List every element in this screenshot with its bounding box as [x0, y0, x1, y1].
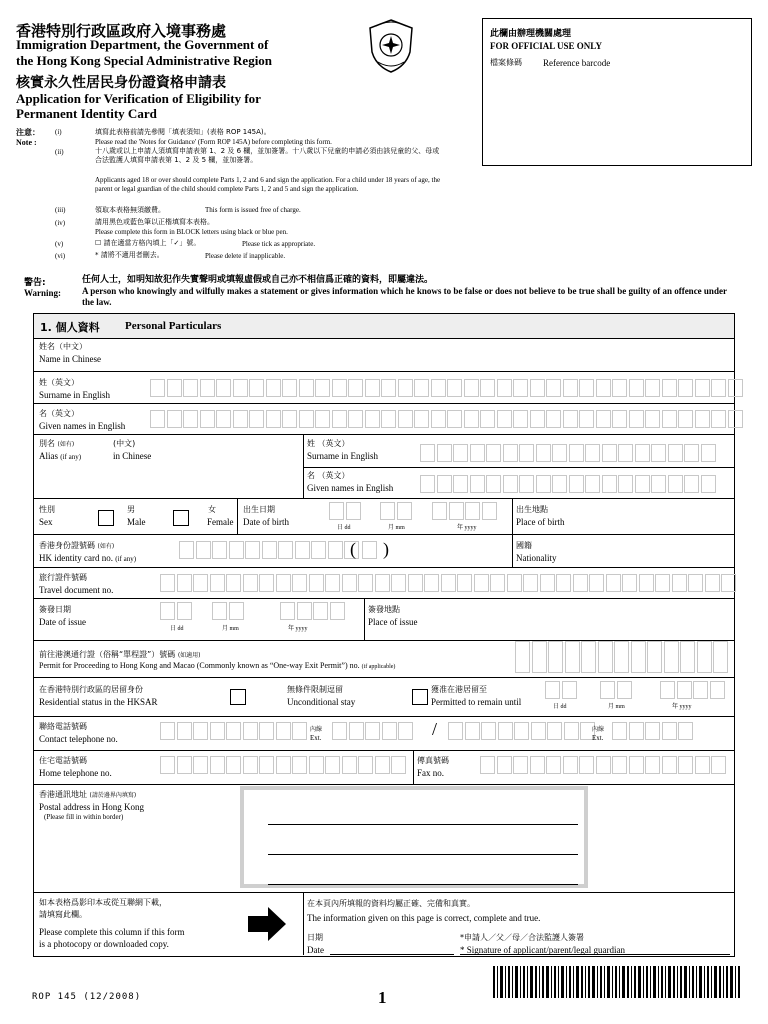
- note-text-en-6: Please delete if inapplicable.: [205, 252, 286, 260]
- alias-chinese-label-en: in Chinese: [113, 451, 152, 461]
- fax-input[interactable]: [480, 756, 728, 774]
- note-text-en-5: Please tick as appropriate.: [242, 240, 316, 248]
- remain-yyyy-caption: 年 yyyy: [672, 703, 692, 710]
- note-num-4: (iv): [55, 219, 66, 227]
- photocopy-note-zh-1: 如本表格爲影印本或從互聯網下載，: [39, 898, 167, 907]
- signature-label-en: * Signature of applicant/parent/legal guardian: [460, 945, 625, 955]
- dob-day-input[interactable]: [329, 502, 362, 520]
- alias-chinese-input[interactable]: [170, 440, 298, 492]
- note-label-en: Note :: [16, 138, 37, 147]
- form-code: ROP 145 (12/2008): [32, 992, 142, 1002]
- unconditional-label-zh: 無條件限制逗留: [287, 685, 343, 694]
- note-text-en-4: Please complete this form in BLOCK letters using black or blue pen.: [95, 228, 288, 236]
- form-title-zh: 核實永久性居民身份證資格申請表: [16, 75, 226, 91]
- contact-tel-label-en: Contact telephone no.: [39, 734, 118, 744]
- alias-surname-label-zh: 姓 （英文）: [307, 439, 350, 448]
- signature-label-zh: *申請人／父／母／合法監護人簽署: [460, 933, 584, 942]
- pob-label-zh: 出生地點: [516, 505, 548, 514]
- note-text-zh-1: 填寫此表格前請先參閱「填表須知」(表格 ROP 145A)。: [95, 128, 271, 136]
- residential-label-en: Residential status in the HKSAR: [39, 697, 158, 707]
- travel-doc-input[interactable]: [160, 574, 738, 592]
- pob-label-en: Place of birth: [516, 517, 565, 527]
- home-tel-input[interactable]: [160, 756, 408, 774]
- reference-barcode-label-zh: 檔案條碼: [490, 58, 522, 67]
- declaration-en: The information given on this page is correct, complete and true.: [307, 913, 541, 923]
- permit-label-en: Permit for Proceeding to Hong Kong and Macao (Commonly known as “One-way Exit Permit”) no. (if applicable): [39, 661, 396, 670]
- dob-yyyy-caption: 年 yyyy: [457, 524, 477, 531]
- sex-female-checkbox[interactable]: [173, 510, 189, 526]
- contact-ext-input[interactable]: [332, 722, 415, 740]
- permitted-remain-label-en: Permitted to remain until: [431, 697, 522, 707]
- postal-label-zh: 香港通訊地址 (請於邊界內填寫): [39, 790, 137, 799]
- sex-male-checkbox[interactable]: [98, 510, 114, 526]
- photocopy-note-zh-2: 請填寫此欄。: [39, 910, 87, 919]
- note-text-en-3: This form is issued free of charge.: [205, 206, 301, 214]
- note-num-5: (v): [55, 240, 64, 248]
- alias-given-label-en: Given names in English: [307, 483, 394, 493]
- date-label-zh: 日期: [307, 933, 323, 942]
- note-text-zh-2: 十八歲或以上申請人須填寫申請表第 1、2 及 6 欄，並加簽署。十八歲以下兒童的申請必須由該兒童的父、母或合法監護人填寫申請表第 1、2 及 5 欄，並加簽署。: [95, 147, 440, 164]
- name-chinese-input[interactable]: [150, 342, 725, 366]
- doi-month-input[interactable]: [212, 602, 245, 620]
- hkid-label-zh: 香港身份證號碼 (如有): [39, 541, 115, 550]
- photocopy-note-en-1: Please complete this column if this form: [39, 927, 185, 937]
- residential-hksar-checkbox[interactable]: [230, 689, 246, 705]
- remain-month-input[interactable]: [600, 681, 633, 699]
- permit-input[interactable]: [515, 641, 730, 673]
- barcode-icon: [493, 966, 743, 998]
- photocopy-note-en-2: is a photocopy or downloaded copy.: [39, 939, 169, 949]
- residential-label-zh: 在香港特別行政區的居留身份: [39, 685, 143, 694]
- section1-title-zh: 1. 個人資料: [40, 321, 100, 334]
- doi-mm-caption: 月 mm: [222, 625, 239, 632]
- dept-name-en-2: the Hong Kong Special Administrative Region: [16, 53, 273, 68]
- sex-male-label-en: Male: [127, 517, 146, 527]
- contact-ext-2-label-en: Ext.: [592, 734, 604, 742]
- alias-chinese-label-zh: (中文): [113, 439, 136, 448]
- fax-label-zh: 傳真號碼: [417, 756, 449, 765]
- permitted-remain-label-zh: 獲准在港居留至: [431, 685, 487, 694]
- warning-label-zh: 警告:: [24, 278, 46, 288]
- contact-ext-label-zh: 內線: [310, 726, 323, 733]
- hkid-check-digit-input[interactable]: [362, 541, 379, 559]
- contact-tel-label-zh: 聯絡電話號碼: [39, 722, 87, 731]
- note-num-6: (vi): [55, 252, 66, 260]
- note-text-en-2: Applicants aged 18 or over should complete Parts 1, 2 and 6 and sign the application. For a child under 18 years of age, the parent or legal guardian of the child should complete Parts 1, 2 and 5 and sign the application.: [95, 176, 441, 193]
- sex-label-en: Sex: [39, 517, 53, 527]
- note-text-en-1: Please read the 'Notes for Guidance' (Form ROP 145A) before completing this form.: [95, 138, 332, 146]
- dob-label-zh: 出生日期: [243, 505, 275, 514]
- note-num-3: (iii): [55, 206, 66, 214]
- note-text-zh-5: ☐ 請在適當方格內填上「✓」號。: [95, 239, 201, 247]
- travel-doc-label-en: Travel document no.: [39, 585, 114, 595]
- surname-input[interactable]: [150, 379, 744, 397]
- date-input[interactable]: [330, 930, 454, 954]
- form-title-en-1: Application for Verification of Eligibility for: [16, 91, 261, 106]
- alias-surname-label-en: Surname in English: [307, 451, 378, 461]
- dept-name-zh: 香港特別行政區政府入境事務處: [16, 22, 227, 40]
- official-use-title-en: FOR OFFICIAL USE ONLY: [490, 41, 602, 51]
- postal-note-en: (Please fill in within border): [44, 813, 124, 821]
- poi-label-en: Place of issue: [368, 617, 418, 627]
- permit-label-zh: 前往港澳通行證（俗稱“單程證”）號碼 (如適用): [39, 650, 201, 659]
- doi-label-en: Date of issue: [39, 617, 86, 627]
- remain-day-input[interactable]: [545, 681, 578, 699]
- surname-label-zh: 姓（英文）: [39, 378, 79, 387]
- contact-tel-input[interactable]: [160, 722, 309, 740]
- note-text-zh-4: 請用黑色或藍色筆以正楷填寫本表格。: [95, 218, 214, 226]
- sex-label-zh: 性別: [39, 505, 55, 514]
- alias-label-en: Alias (if any): [39, 451, 82, 461]
- contact-ext-2-input[interactable]: [612, 722, 695, 740]
- warning-text-zh: 任何人士，如明知故犯作失實聲明或填報虛假或自己亦不相信爲正確的資料，即屬違法。: [82, 275, 434, 285]
- doi-day-input[interactable]: [160, 602, 193, 620]
- note-num-1: (i): [55, 128, 62, 136]
- warning-label-en: Warning:: [24, 288, 62, 298]
- arrow-right-icon: [246, 905, 288, 943]
- permitted-remain-checkbox[interactable]: [412, 689, 428, 705]
- alias-surname-input[interactable]: [420, 444, 717, 462]
- nationality-input[interactable]: [580, 540, 728, 564]
- poi-input[interactable]: [430, 602, 728, 636]
- alias-given-label-zh: 名 （英文）: [307, 471, 350, 480]
- poi-label-zh: 簽發地點: [368, 605, 400, 614]
- doi-year-input[interactable]: [280, 602, 346, 620]
- official-use-title-zh: 此欄由辦理機關處理: [490, 29, 572, 39]
- dob-month-input[interactable]: [380, 502, 413, 520]
- hksar-emblem-icon: [366, 18, 416, 74]
- name-chinese-label-zh: 姓名（中文）: [39, 342, 87, 351]
- hkid-check-open: (: [350, 539, 356, 559]
- dob-dd-caption: 日 dd: [337, 524, 351, 531]
- fax-label-en: Fax no.: [417, 768, 444, 778]
- page-number: 1: [378, 988, 387, 1007]
- remain-dd-caption: 日 dd: [553, 703, 567, 710]
- contact-ext-2-label-zh: 內線: [592, 726, 605, 733]
- hkid-check-close: ): [383, 539, 389, 559]
- sex-male-label-zh: 男: [127, 505, 135, 514]
- note-text-zh-6: * 請將不適用者刪去。: [95, 251, 164, 259]
- hkid-label-en: HK identity card no. (if any): [39, 553, 137, 563]
- date-label-en: Date: [307, 945, 324, 955]
- hkid-input[interactable]: [179, 541, 361, 559]
- doi-yyyy-caption: 年 yyyy: [288, 625, 308, 632]
- contact-ext-label-en: Ext.: [310, 734, 322, 742]
- alias-given-input[interactable]: [420, 475, 717, 493]
- contact-tel-2-input[interactable]: [448, 722, 597, 740]
- given-names-label-en: Given names in English: [39, 421, 126, 431]
- sex-female-label-zh: 女: [208, 505, 216, 514]
- postal-address-border[interactable]: [240, 786, 588, 888]
- surname-label-en: Surname in English: [39, 390, 110, 400]
- name-chinese-label-en: Name in Chinese: [39, 354, 101, 364]
- note-num-2: (ii): [55, 148, 64, 156]
- section1-title-en: Personal Particulars: [125, 320, 222, 332]
- sex-female-label-en: Female: [207, 517, 234, 527]
- dept-name-en-1: Immigration Department, the Government of: [16, 37, 269, 52]
- home-tel-label-zh: 住宅電話號碼: [39, 756, 87, 765]
- note-text-zh-3: 領取本表格無須繳費。: [95, 206, 165, 214]
- form-title-en-2: Permanent Identity Card: [16, 106, 157, 121]
- remain-year-input[interactable]: [660, 681, 726, 699]
- given-names-input[interactable]: [150, 410, 744, 428]
- reference-barcode-label-en: Reference barcode: [543, 58, 611, 68]
- doi-label-zh: 簽發日期: [39, 605, 71, 614]
- contact-separator: /: [432, 719, 438, 739]
- postal-label-en: Postal address in Hong Kong: [39, 802, 144, 812]
- alias-label-zh: 別名 (如有): [39, 439, 75, 448]
- declaration-zh: 在本頁內所填報的資料均屬正確、完備和真實。: [307, 899, 475, 908]
- nationality-label-zh: 國籍: [516, 541, 532, 550]
- dob-label-en: Date of birth: [243, 517, 289, 527]
- remain-mm-caption: 月 mm: [608, 703, 625, 710]
- dob-mm-caption: 月 mm: [388, 524, 405, 531]
- signature-input[interactable]: [650, 920, 728, 954]
- dob-year-input[interactable]: [432, 502, 498, 520]
- home-tel-label-en: Home telephone no.: [39, 768, 112, 778]
- unconditional-label-en: Unconditional stay: [287, 697, 356, 707]
- doi-dd-caption: 日 dd: [170, 625, 184, 632]
- warning-text-en: A person who knowingly and wilfully makes a statement or gives information which he knows to be false or does not believe to be true shall be guilty of an offence under the law.: [82, 286, 727, 307]
- travel-doc-label-zh: 旅行證件號碼: [39, 573, 87, 582]
- given-names-label-zh: 名（英文）: [39, 409, 79, 418]
- nationality-label-en: Nationality: [516, 553, 557, 563]
- note-label-zh: 注意：: [16, 128, 40, 137]
- pob-input[interactable]: [590, 502, 728, 530]
